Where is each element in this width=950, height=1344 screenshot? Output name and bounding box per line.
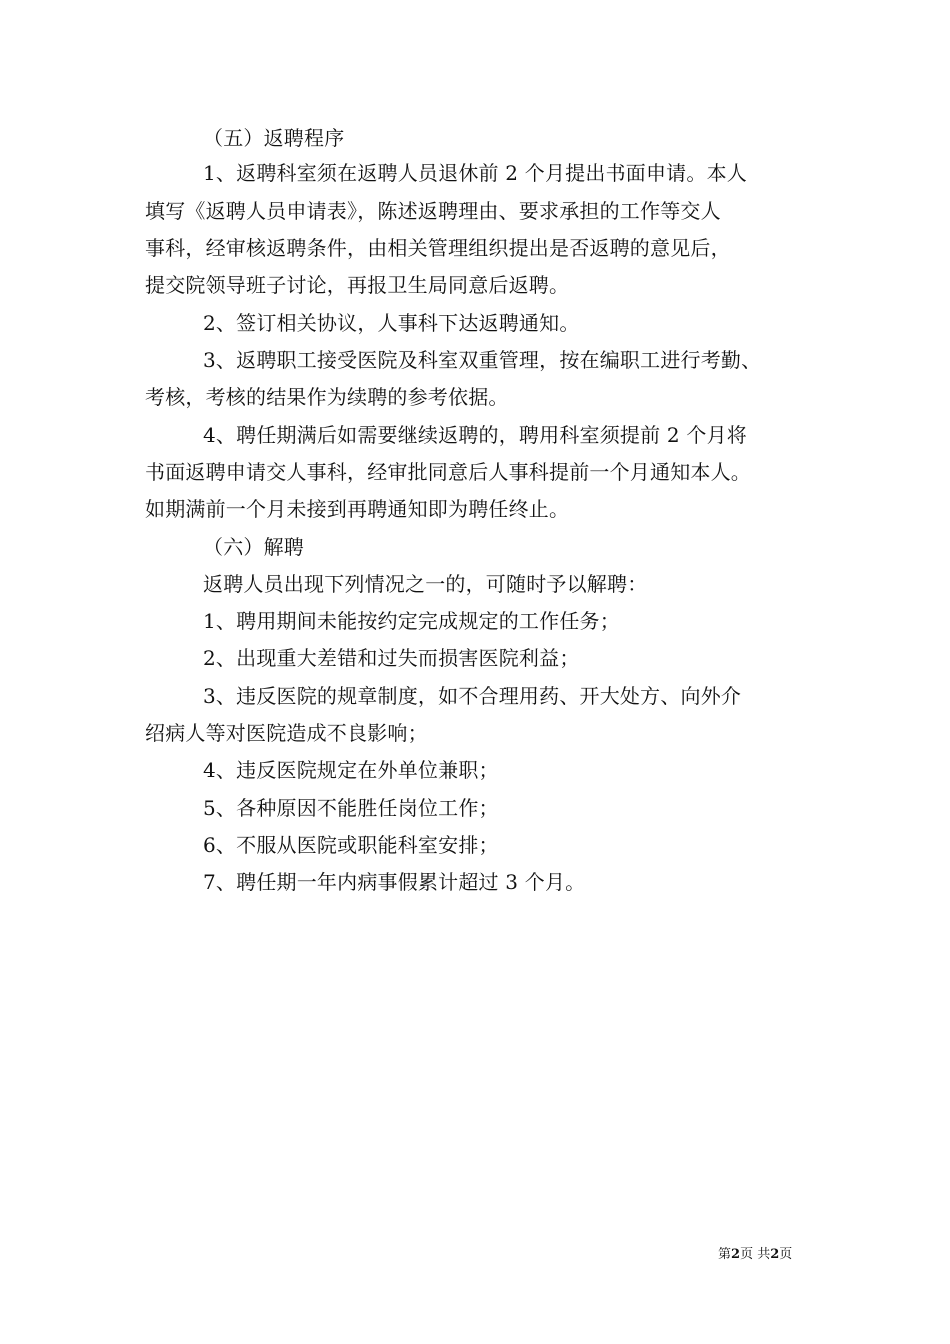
list-item: 3、违反医院的规章制度，如不合理用药、开大处方、向外介 (203, 684, 742, 708)
list-item: 1、聘用期间未能按约定完成规定的工作任务； (203, 609, 620, 633)
paragraph-line: 事科，经审核返聘条件，由相关管理组织提出是否返聘的意见后， (145, 236, 731, 260)
list-item: 6、不服从医院或职能科室安排； (203, 833, 499, 857)
paragraph-line: 填写《返聘人员申请表》，陈述返聘理由、要求承担的工作等交人 (145, 199, 721, 223)
paragraph-line: 2、签订相关协议，人事科下达返聘通知。 (203, 311, 580, 335)
paragraph-line: 提交院领导班子讨论，再报卫生局同意后返聘。 (145, 273, 570, 297)
section-heading-5: （五）返聘程序 (203, 126, 345, 150)
footer-total-pages: 2 (770, 1247, 780, 1262)
paragraph-line: 3、返聘职工接受医院及科室双重管理，按在编职工进行考勤、 (203, 348, 762, 372)
paragraph-line: 返聘人员出现下列情况之一的，可随时予以解聘： (203, 572, 648, 596)
paragraph-line: 书面返聘申请交人事科，经审批同意后人事科提前一个月通知本人。 (145, 460, 751, 484)
list-item: 绍病人等对医院造成不良影响； (145, 721, 428, 745)
paragraph-line: 如期满前一个月未接到再聘通知即为聘任终止。 (145, 497, 570, 521)
list-item: 4、违反医院规定在外单位兼职； (203, 758, 499, 782)
paragraph-line: 考核，考核的结果作为续聘的参考依据。 (145, 385, 509, 409)
paragraph-line: 4、聘任期满后如需要继续返聘的，聘用科室须提前 2 个月将 (203, 423, 747, 447)
page-footer (718, 1247, 792, 1263)
footer-middle: 页 共 (740, 1247, 771, 1262)
list-item: 5、各种原因不能胜任岗位工作； (203, 796, 499, 820)
section-heading-6: （六）解聘 (203, 535, 304, 559)
paragraph-line: 1、返聘科室须在返聘人员退休前 2 个月提出书面申请。本人 (203, 161, 747, 185)
footer-current-page: 2 (731, 1247, 741, 1262)
footer-suffix: 页 (779, 1247, 793, 1262)
list-item: 7、聘任期一年内病事假累计超过 3 个月。 (203, 870, 586, 894)
footer-prefix: 第 (718, 1247, 732, 1262)
list-item: 2、出现重大差错和过失而损害医院利益； (203, 646, 580, 670)
